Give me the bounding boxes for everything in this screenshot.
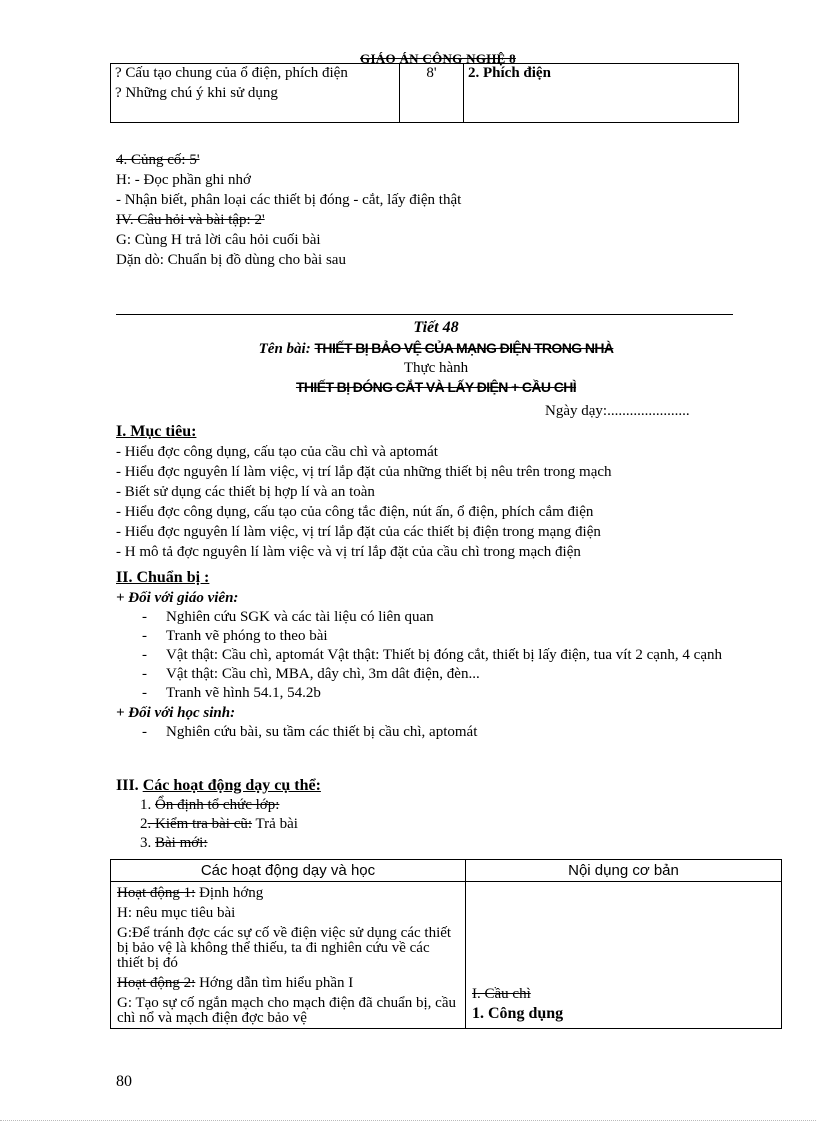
col-header-activities: Các hoạt động dạy và học	[111, 860, 466, 882]
practice-title: THIẾT BỊ ĐÓNG CẮT VÀ LẤY ĐIỆN + CẦU CHÌ	[295, 379, 577, 395]
top-table	[110, 63, 739, 123]
step-text: Ổn định tổ chức lớp:	[155, 797, 280, 813]
homework-heading: IV. Câu hỏi và bài tập: 2'	[116, 212, 265, 228]
consolidation-line-1: H: - Đọc phần ghi nhớ	[116, 172, 251, 188]
objective-item: - Hiểu đợc công dụng, cấu tạo của cầu chì và aptomát	[116, 444, 438, 460]
line-g: G:Để tránh đợc các sự cố về điện việc sử dụng các thiết bị bảo vệ là không thể thiếu, ta đi nghiên cứu về các thiết bị đó	[117, 925, 452, 971]
col-header-content: Nội dụng cơ bản	[466, 860, 782, 882]
subsection-cong-dung: 1. Công dụng	[472, 1005, 564, 1022]
line-h: H: nêu mục tiêu bài	[117, 905, 236, 921]
questions-cell	[111, 64, 400, 123]
content-cell	[466, 882, 782, 1029]
step-number: 2	[140, 816, 148, 832]
list-item: - Tranh vẽ hình 54.1, 54.2b	[116, 684, 766, 703]
page-number: 80	[116, 1073, 132, 1090]
question-2: ? Những chú ý khi sử dụng	[115, 85, 278, 101]
line-g2: G: Tạo sự cố ngắn mạch cho mạch điện đã chuẩn bị, cầu chì nổ và mạch điện đợc bảo vệ	[117, 995, 456, 1026]
consolidation-section	[116, 150, 461, 270]
activities-heading-text: Các hoạt động dạy cụ thể:	[142, 777, 321, 794]
objective-item: - Hiểu đợc công dụng, cấu tạo của công tắc điện, nút ấn, ổ điện, phích cắm điện	[116, 504, 594, 520]
objective-item: - Hiểu đợc nguyên lí làm việc, vị trí lắp đặt của các thiết bị điện trong mạng điện	[116, 524, 601, 540]
teaching-date: Ngày dạy:......................	[545, 403, 690, 419]
page-header-title: GIÁO ÁN CÔNG NGHỆ 8	[360, 51, 516, 66]
objective-item: - Biết sử dụng các thiết bị hợp lí và an toàn	[116, 484, 375, 500]
objective-item: - Hiểu đợc nguyên lí làm việc, vị trí lắp đặt của những thiết bị nêu trên trong mạch	[116, 464, 612, 480]
page-bottom-border	[0, 1120, 816, 1121]
teacher-label: + Đối với giáo viên:	[116, 590, 239, 606]
objectives-section	[116, 422, 612, 562]
activity-1-label: Hoạt động 1:	[117, 885, 196, 901]
activities-cell	[111, 882, 466, 1029]
step-text: . Kiểm tra bài cũ:	[147, 816, 253, 832]
consolidation-heading: 4. Củng cố: 5'	[116, 152, 200, 168]
teacher-list	[116, 608, 766, 703]
activity-2-text: Hớng dẫn tìm hiểu phần I	[195, 975, 354, 991]
lesson-name-line: Tên bài: THIẾT BỊ BẢO VỆ CỦA MẠNG ĐIỆN TRONG NHÀ	[258, 340, 614, 357]
step-rest: Trả bài	[252, 816, 298, 832]
lesson-name-label: Tên bài	[258, 341, 306, 357]
preparation-section	[116, 568, 766, 742]
section-cau-chi: I. Cầu chì	[472, 986, 531, 1002]
question-1: ? Cấu tạo chung của ổ điện, phích điện	[115, 65, 348, 81]
practice-label: Thực hành	[403, 360, 469, 376]
table-header-row	[111, 860, 782, 882]
homework-line-1: G: Cùng H trả lời câu hỏi cuối bài	[116, 232, 321, 248]
preparation-heading: II. Chuẩn bị :	[116, 569, 210, 586]
table-row	[111, 64, 739, 123]
activity-1-text: Định hớng	[195, 885, 264, 901]
objectives-heading: I. Mục tiêu:	[116, 423, 197, 440]
main-table	[110, 859, 782, 1029]
activities-heading	[116, 776, 321, 796]
section-divider	[116, 314, 733, 315]
activities-section	[116, 776, 321, 853]
lesson-title-block	[116, 318, 756, 397]
time-cell: 8'	[400, 64, 464, 123]
step-text: Bài mới:	[155, 835, 208, 851]
list-item: - Tranh vẽ phóng to theo bài	[116, 627, 766, 646]
activity-step	[116, 834, 321, 853]
list-item: - Nghiên cứu SGK và các tài liệu có liên quan	[116, 608, 766, 627]
activities-heading-num: III.	[116, 777, 139, 794]
step-number: 1.	[140, 797, 152, 813]
list-item: - Nghiên cứu bài, su tầm các thiết bị cầu chì, aptomát	[116, 723, 766, 742]
student-label: + Đối với học sinh:	[116, 705, 236, 721]
step-number: 3.	[140, 835, 152, 851]
consolidation-line-2: - Nhận biết, phân loại các thiết bị đóng - cắt, lấy điện thật	[116, 192, 462, 208]
student-list	[116, 723, 766, 742]
activity-step	[116, 796, 321, 815]
activity-step	[116, 815, 321, 834]
table-row	[111, 882, 782, 1029]
homework-line-2: Dặn dò: Chuẩn bị đồ dùng cho bài sau	[116, 252, 346, 268]
list-item: - Vật thật: Cầu chì, MBA, dây chì, 3m dât điện, đèn...	[116, 665, 766, 684]
content-cell: 2. Phích điện	[464, 64, 739, 123]
objective-item: - H mô tả đợc nguyên lí làm việc và vị trí lắp đặt của cầu chì trong mạch điện	[116, 544, 581, 560]
list-item: - Vật thật: Cầu chì, aptomát Vật thật: Thiết bị đóng cắt, thiết bị lấy điện, tua vít 2 cạnh, 4 cạnh	[116, 646, 766, 665]
period-label: Tiết 48	[413, 319, 459, 336]
lesson-name-value: THIẾT BỊ BẢO VỆ CỦA MẠNG ĐIỆN TRONG NHÀ	[314, 340, 614, 356]
activity-2-label: Hoạt động 2:	[117, 975, 196, 991]
